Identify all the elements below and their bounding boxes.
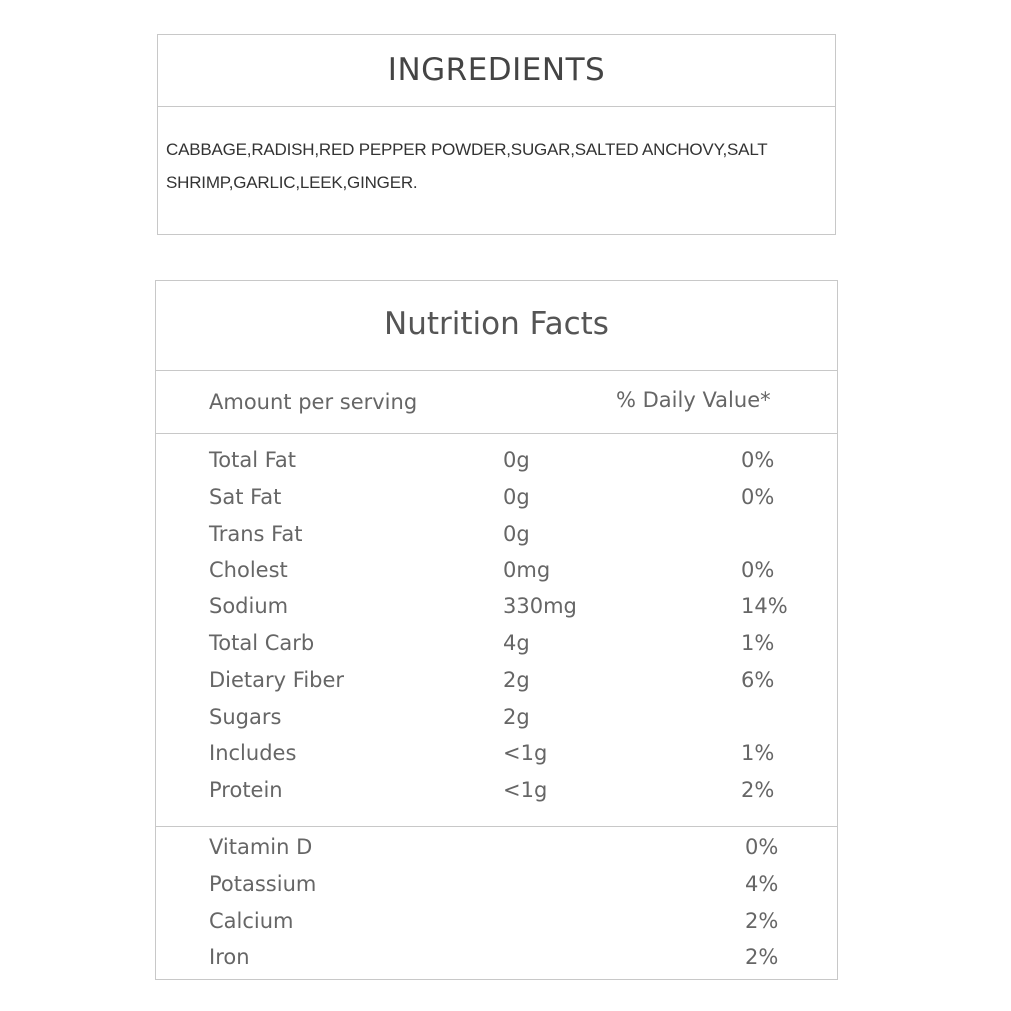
nutrient-daily-value: 14% [741,594,788,618]
vitamin-name: Vitamin D [209,835,313,859]
nutrient-name: Total Carb [209,631,315,655]
vitamin-name: Calcium [209,909,294,933]
nutrient-amount: <1g [503,778,548,802]
nutrient-row [156,522,837,558]
nutrient-name: Sugars [209,705,282,729]
amount-per-serving-label: Amount per serving [209,390,418,414]
nutrient-daily-value: 1% [741,631,775,655]
nutrient-list [156,433,837,827]
nutrient-amount: 330mg [503,594,577,618]
vitamin-row [156,909,837,945]
nutrient-amount: 0g [503,448,530,472]
nutrient-row [156,741,837,777]
nutrient-row [156,448,837,484]
nutrient-amount: 4g [503,631,530,655]
nutrient-daily-value: 0% [741,485,775,509]
nutrient-amount: <1g [503,741,548,765]
nutrient-daily-value: 2% [741,778,775,802]
nutrient-amount: 2g [503,705,530,729]
nutrient-name: Cholest [209,558,288,582]
vitamin-daily-value: 2% [745,909,779,933]
nutrition-facts-panel [155,280,838,980]
vitamin-name: Potassium [209,872,317,896]
nutrient-row [156,778,837,814]
daily-value-label: % Daily Value* [616,388,771,412]
nutrient-row [156,558,837,594]
nutrient-name: Sat Fat [209,485,282,509]
vitamin-name: Iron [209,945,250,969]
nutrient-daily-value: 0% [741,448,775,472]
nutrient-name: Dietary Fiber [209,668,345,692]
nutrient-name: Protein [209,778,283,802]
nutrient-name: Total Fat [209,448,296,472]
nutrient-daily-value: 1% [741,741,775,765]
nutrient-row [156,668,837,704]
nutrient-amount: 2g [503,668,530,692]
nutrient-name: Includes [209,741,297,765]
vitamin-row [156,872,837,908]
ingredients-panel [157,34,836,235]
nutrient-daily-value: 0% [741,558,775,582]
nutrient-daily-value: 6% [741,668,775,692]
nutrient-row [156,631,837,667]
nutrient-name: Sodium [209,594,289,618]
vitamin-daily-value: 2% [745,945,779,969]
nutrient-amount: 0g [503,522,530,546]
nutrition-facts-title: Nutrition Facts [156,281,837,371]
vitamin-mineral-list [156,827,837,977]
vitamin-row [156,835,837,871]
nutrient-row [156,594,837,630]
nutrient-name: Trans Fat [209,522,303,546]
ingredients-title: INGREDIENTS [158,35,835,107]
nutrient-amount: 0g [503,485,530,509]
vitamin-row [156,945,837,981]
ingredients-list: CABBAGE,RADISH,RED PEPPER POWDER,SUGAR,SALTED ANCHOVY,SALT SHRIMP,GARLIC,LEEK,GINGER. [166,140,768,192]
nutrient-amount: 0mg [503,558,551,582]
vitamin-daily-value: 4% [745,872,779,896]
nutrient-row [156,485,837,521]
nutrition-header-row [156,370,837,434]
nutrient-row [156,705,837,741]
vitamin-daily-value: 0% [745,835,779,859]
